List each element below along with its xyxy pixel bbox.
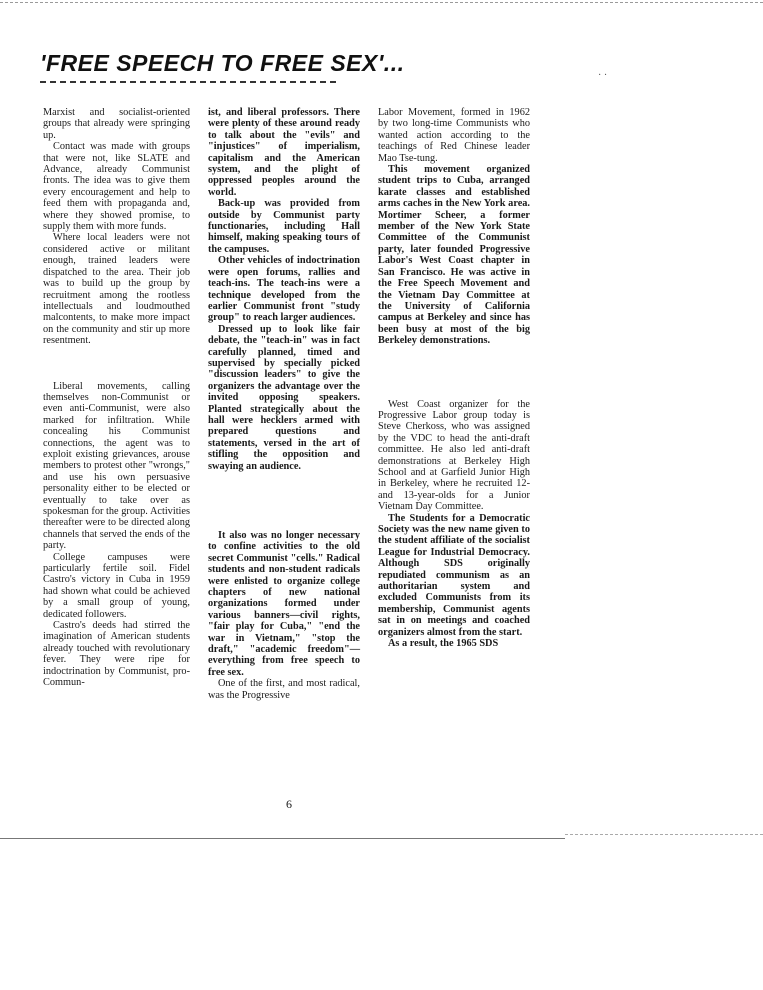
paragraph: Liberal movements, calling themselves non-Communist or even anti-Communist, were also marked for infiltration. While concealing his Communist connections, the agent was to exploit existing grievances, arouse members to protest other "wrongs," and use his own persuasive personality either to be elected or eventually to take over as spokesman for the group. Activities thereafter were to be directed along channels that served the ends of the party. [43, 380, 190, 552]
text-column-3 [378, 107, 530, 649]
paragraph: West Coast organizer for the Progressive Labor group today is Steve Cherkoss, who was assigned by the VDC to head the anti-draft committee. He also led anti-draft demonstrations at Berkeley High School and at Garfield Junior High in Berkeley, where he recruited 12- and 13-year-olds for a Junior Vietnam Day Committee. [378, 398, 530, 513]
paragraph: One of the first, and most radical, was the Progressive [208, 678, 360, 701]
paragraph: Back-up was provided from outside by Communist party functionaries, including Hall himself, making speaking tours of the campuses. [208, 198, 360, 255]
paragraph: College campuses were particularly fertile soil. Fidel Castro's victory in Cuba in 1959 had shown what could be achieved by a small group of young, dedicated followers. [43, 551, 190, 620]
paragraph: The Students for a Democratic Society was the new name given to the student affiliate of the socialist League for Industrial Democracy. Although SDS originally repudiated communism as an authoritarian system and excluded Communists from its membership, Communist agents sat in on meetings and coached organizers almost from the start. [378, 512, 530, 638]
top-border-rule [0, 2, 763, 3]
paragraph: Dressed up to look like fair debate, the "teach-in" was in fact carefully planned, timed and supervised by specially picked "discussion leaders" to give the organizers the advantage over the invited opposing speakers. Planted strategically about the hall were hecklers armed with prepared questions and statements, versed in the art of stifling the opposition and swaying an audience. [208, 323, 360, 472]
paragraph: ist, and liberal professors. There were plenty of these around ready to talk about the "evils" and "injustices" of imperialism, capitalism and the American system, and the plight of oppressed peoples around the world. [208, 107, 360, 198]
paragraph: Contact was made with groups that were not, like SLATE and Advance, already Communist fronts. The idea was to give them every encouragement and help to feed them with propaganda and, where they showed promise, to supply them with more funds. [43, 141, 190, 233]
paragraph: It also was no longer necessary to confine activities to the old secret Communist "cells." Radical students and non-student radicals were enlisted to organize college chapters of new national organizations formed under various banners—civil rights, "fair play for Cuba," "end the war in Vietnam," "stop the draft," "academic freedom"—everything from free speech to free sex. [208, 530, 360, 678]
paragraph: Other vehicles of indoctrination were open forums, rallies and teach-ins. The teach-ins were a technique developed from the earlier Communist front "study group" to reach larger audiences. [208, 255, 360, 324]
bottom-border-rule [0, 838, 565, 839]
page-number: 6 [286, 797, 292, 811]
text-column-2 [208, 107, 360, 701]
paragraph: Castro's deeds had stirred the imagination of American students already touched with revolutionary fever. They were ripe for indoctrination by Communist, pro-Commun- [43, 620, 190, 689]
paragraph: This movement organized student trips to Cuba, arranged karate classes and established arms caches in the New York area. Mortimer Scheer, a former member of the New York State Committee of the Communist party, later founded Progressive Labor's West Coast chapter in San Francisco. He was active in the Free Speech Movement and the Vietnam Day Committee at the University of California campus at Berkeley and since has been busy at most of the big Berkeley demonstrations. [378, 164, 530, 347]
text-column-1 [43, 107, 190, 689]
scan-speck: · · [598, 70, 608, 81]
bottom-border-rule-dashed [565, 834, 763, 835]
paragraph: Where local leaders were not considered active or militant enough, trained leaders were dispatched to the area. Their job was to build up the group by recruitment among the rootless intellectuals and loudmouthed malcontents, to make more impact on the community and stir up more resentment. [43, 232, 190, 347]
headline-underline [40, 81, 336, 83]
paragraph: Marxist and socialist-oriented groups that already were springing up. [43, 107, 190, 141]
paragraph: As a result, the 1965 SDS [388, 638, 499, 650]
article-headline: 'FREE SPEECH TO FREE SEX'... [40, 50, 405, 76]
paragraph: Labor Movement, formed in 1962 by two long-time Communists who wanted action according to the teachings of Red Chinese leader Mao Tse-tung. [378, 107, 530, 164]
